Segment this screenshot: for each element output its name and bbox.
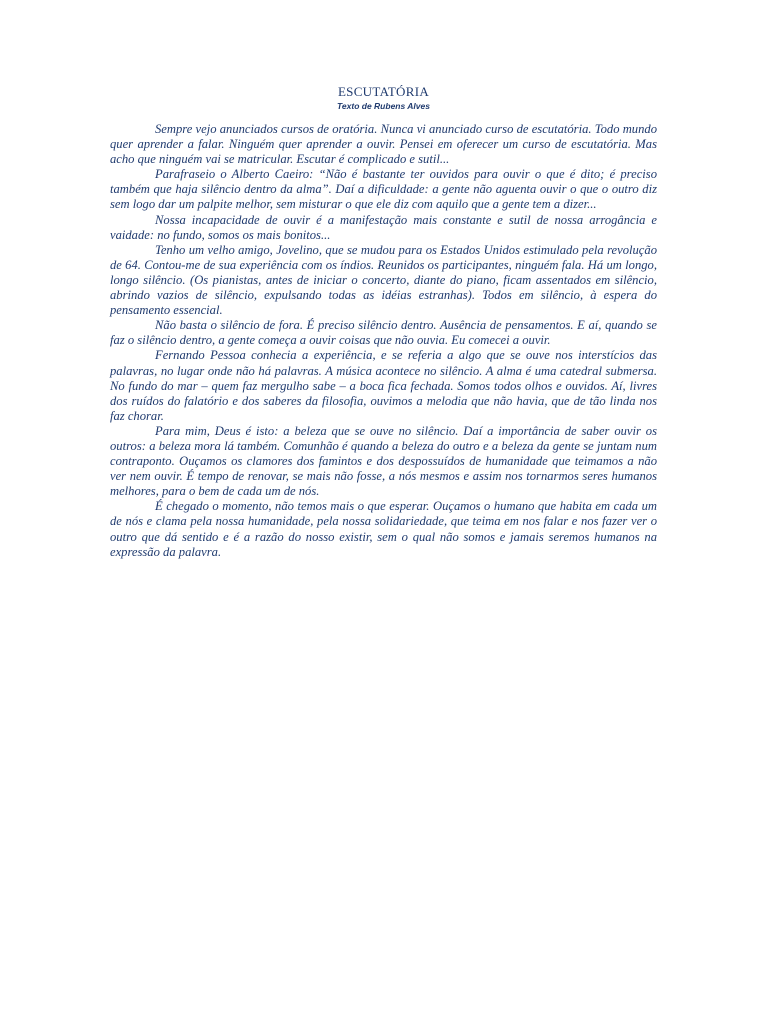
document-title: ESCUTATÓRIA	[337, 84, 430, 99]
paragraph: Fernando Pessoa conhecia a experiência, e se referia a algo que se ouve nos interstícios das palavras, no lugar onde não há palavras. A música acontece no silêncio. A alma é uma catedral submersa. No fundo do mar – quem faz mergulho sabe – a boca fica fechada. Somos todos olhos e ouvidos. Aí, livres dos ruídos do falatório e dos saberes da filosofia, ouvimos a melodia que não havia, que de tão linda nos faz chorar.	[110, 348, 657, 423]
document-subtitle: Texto de Rubens Alves	[337, 101, 430, 111]
paragraph: É chegado o momento, não temos mais o que esperar. Ouçamos o humano que habita em cada um de nós e clama pela nossa humanidade, pela nossa solidariedade, que teima em nos falar e nos fazer ver o outro que dá sentido e é a razão do nosso existir, sem o qual não somos e jamais seremos humanos na expressão da palavra.	[110, 499, 657, 559]
paragraph: Nossa incapacidade de ouvir é a manifestação mais constante e sutil de nossa arrogância e vaidade: no fundo, somos os mais bonitos...	[110, 212, 657, 242]
paragraph: Para mim, Deus é isto: a beleza que se ouve no silêncio. Daí a importância de saber ouvir os outros: a beleza mora lá também. Comunhão é quando a beleza do outro e a beleza da gente se juntam num contraponto. Ouçamos os clamores dos famintos e dos despossuídos de humanidade que teimamos a não ver nem ouvir. É tempo de renovar, se mais não fosse, a nós mesmos e assim nos tornarmos seres humanos melhores, para o bem de cada um de nós.	[110, 423, 657, 499]
document-page	[110, 84, 657, 560]
paragraph: Tenho um velho amigo, Jovelino, que se mudou para os Estados Unidos estimulado pela revolução de 64. Contou-me de sua experiência com os índios. Reunidos os participantes, ninguém fala. Há um longo, longo silêncio. (Os pianistas, antes de iniciar o concerto, diante do piano, ficam assentados em silêncio, abrindo vazios de silêncio, expulsando todas as idéias estranhas). Todos em silêncio, à espera do pensamento essencial.	[110, 242, 657, 318]
document-body	[110, 122, 657, 560]
paragraph: Sempre vejo anunciados cursos de oratória. Nunca vi anunciado curso de escutatória. Todo mundo quer aprender a falar. Ninguém quer aprender a ouvir. Pensei em oferecer um curso de escutatória. Mas acho que ninguém vai se matricular. Escutar é complicado e sutil...	[110, 122, 657, 167]
paragraph: Parafraseio o Alberto Caeiro: “Não é bastante ter ouvidos para ouvir o que é dito; é preciso também que haja silêncio dentro da alma”. Daí a dificuldade: a gente não aguenta ouvir o que o outro diz sem logo dar um palpite melhor, sem misturar o que ele diz com aquilo que a gente tem a dizer...	[110, 167, 657, 212]
paragraph: Não basta o silêncio de fora. É preciso silêncio dentro. Ausência de pensamentos. E aí, quando se faz o silêncio dentro, a gente começa a ouvir coisas que não ouvia. Eu comecei a ouvir.	[110, 318, 657, 348]
